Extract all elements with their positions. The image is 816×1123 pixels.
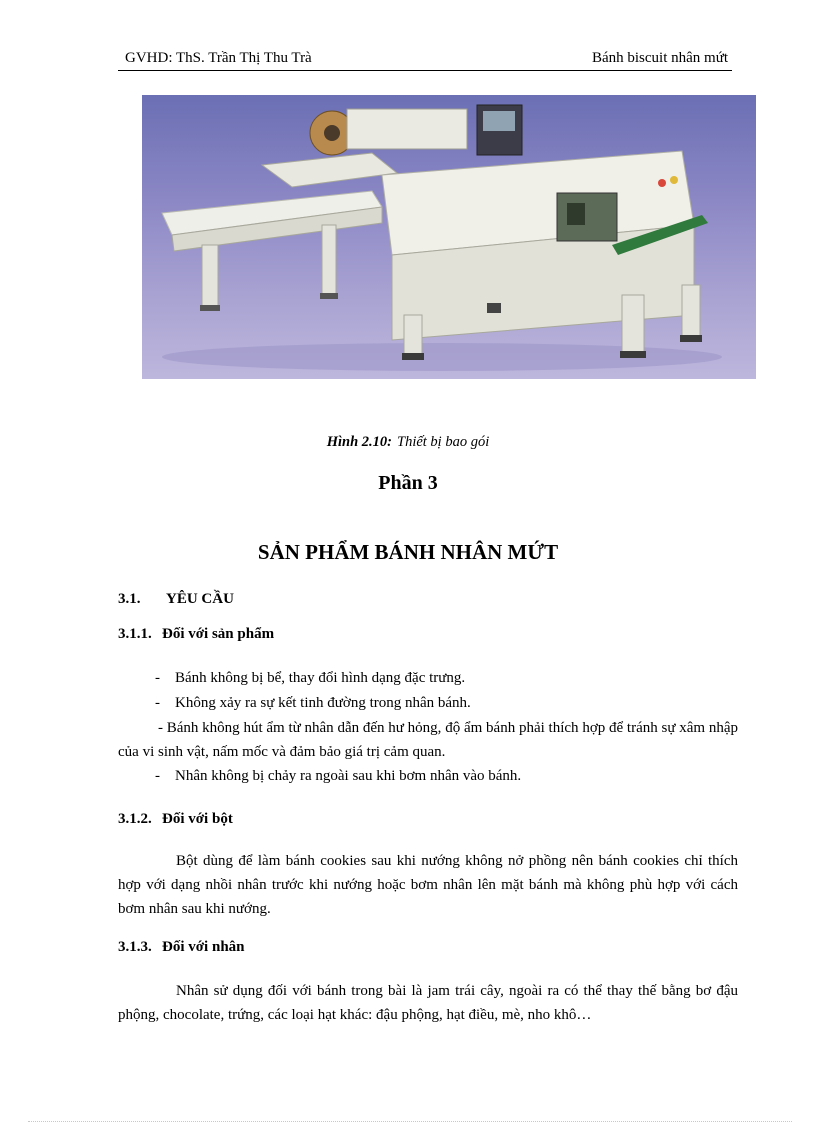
subsection-title: Đối với bột: [162, 811, 233, 827]
subsection-heading-product: [118, 626, 274, 643]
list-item: - Bánh không bị bể, thay đổi hình dạng đặc trưng.: [155, 670, 466, 686]
figure-caption-text: Thiết bị bao gói: [397, 434, 490, 450]
part-title: Phần 3: [378, 472, 438, 494]
page-header: [118, 48, 732, 71]
subsection-heading-filling: [118, 939, 245, 956]
paragraph-moisture: - Bánh không hút ẩm từ nhân dẫn đến hư hỏng, độ ẩm bánh phải thích hợp để tránh sự xâm nhập của vi sinh vật, nấm mốc và đảm bảo giá trị cảm quan.: [118, 720, 738, 760]
figure-label: Hình 2.10:: [326, 434, 392, 450]
section-heading: [118, 591, 234, 608]
subsection-number: 3.1.3.: [118, 939, 152, 955]
subsection-number: 3.1.2.: [118, 811, 152, 827]
subsection-title: Đối với nhân: [162, 939, 245, 955]
list-item-text: Bánh không bị bể, thay đổi hình dạng đặc trưng.: [175, 670, 466, 686]
packaging-machine-illustration: [142, 95, 756, 379]
list-item: - Không xảy ra sự kết tinh đường trong nhân bánh.: [155, 695, 471, 711]
list-item-text: Nhân không bị chảy ra ngoài sau khi bơm nhân vào bánh.: [175, 768, 522, 784]
chapter-title: SẢN PHẨM BÁNH NHÂN MỨT: [257, 540, 559, 564]
list-item: - Nhân không bị chảy ra ngoài sau khi bơm nhân vào bánh.: [155, 768, 522, 784]
figure-caption: [0, 434, 816, 451]
packaging-machine-photo: [142, 95, 756, 379]
header-instructor: GVHD: ThS. Trần Thị Thu Trà: [125, 50, 312, 66]
paragraph-flour: Bột dùng để làm bánh cookies sau khi nướng không nở phồng nên bánh cookies chỉ thích hợp với dạng nhồi nhân trước khi nướng hoặc bơm nhân lên mặt bánh mà không phù hợp với cách bơm nhân sau khi nướng.: [118, 853, 738, 917]
section-title: YÊU CẦU: [166, 591, 234, 607]
page-bottom-divider: [28, 1121, 792, 1122]
header-document-title: Bánh biscuit nhân mứt: [591, 50, 728, 66]
subsection-heading-flour: [118, 811, 233, 828]
paragraph-filling: Nhân sử dụng đối với bánh trong bài là jam trái cây, ngoài ra có thể thay thế bằng bơ đậu phộng, chocolate, trứng, các loại hạt khác: đậu phộng, hạt điều, mè, nho khô…: [118, 983, 738, 1023]
subsection-number: 3.1.1.: [118, 626, 152, 642]
section-number: 3.1.: [118, 591, 141, 607]
subsection-title: Đối với sản phẩm: [162, 626, 275, 642]
list-item-text: Không xảy ra sự kết tinh đường trong nhân bánh.: [175, 695, 471, 711]
